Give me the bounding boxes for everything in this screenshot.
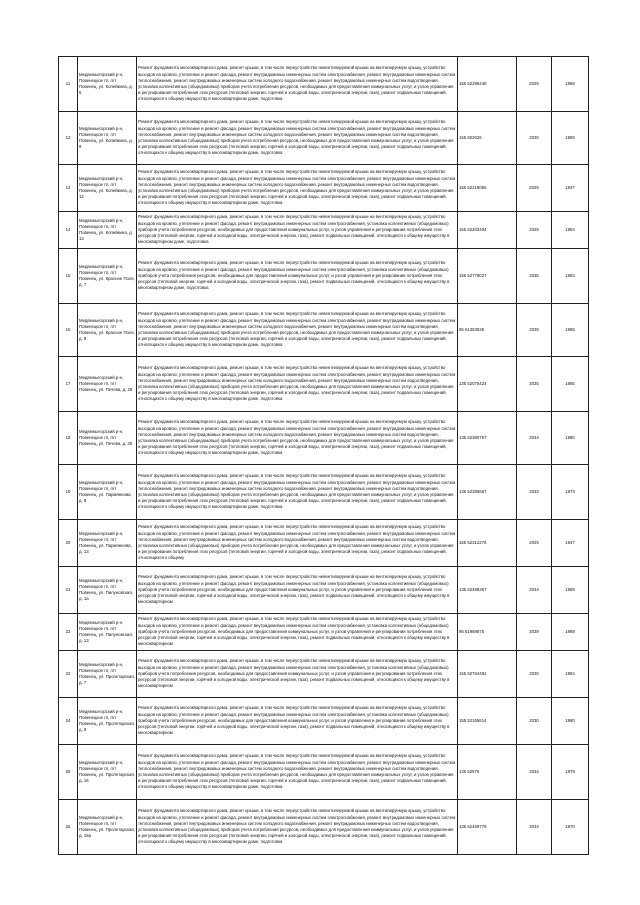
address-cell: Медвежьегорский р-н, Повенецкое гп, пгт Повенец, ул. Пилуновская, д. 1а <box>78 567 137 614</box>
address-cell: Медвежьегорский р-н, Повенецкое гп, пгт Повенец, ул. Пролетарская, д. 9 <box>78 698 137 745</box>
works-description-cell: Ремонт фундамента многоквартирного дома, ремонт крыши, в том числе переустройство невентилируемой крыши на вентилируемую крышу, устройство выходов на кровлю, утепление и ремонт фасада, ремонт внутридомовых инженерных систем электроснабжения, ремонт внутридомовых инженерных систем теплоснабжения, ремонт внутридомовых инженерных систем холодного водоснабжения, ремонт внутридомовых инженерных систем водоотведения, установка коллективных (общедомовых) приборов учета потребления ресурсов, необходимых для предоставления коммунальных услуг, и узлов управления и регулирования потребления этих ресурсов (тепловой энергии, горячей и холодной воды, электрической энергии, газа), ремонт подвальных помещений, относящихся к общему имуществу в многоквартирном доме, подготовка <box>137 165 458 212</box>
build-year-cell: 1984 <box>552 651 589 698</box>
table-row <box>59 614 589 651</box>
row-number: 19 <box>59 465 78 520</box>
works-description-cell: Ремонт фундамента многоквартирного дома, ремонт крыши, в том числе переустройство невентилируемой крыши на вентилируемую крышу, устройство выходов на кровлю, утепление и ремонт фасада, ремонт внутридомовых инженерных систем электроснабжения, ремонт внутридомовых инженерных систем теплоснабжения, ремонт внутридомовых инженерных систем холодного водоснабжения, ремонт внутридомовых инженерных систем водоотведения, установка коллективных (общедомовых) приборов учета потребления ресурсов, необходимых для предоставления коммунальных услуг, и узлов управления и регулирования потребления этих ресурсов (тепловой энергии, горячей и холодной воды, электрической энергии, газа), ремонт подвальных помещений, относящихся к общему имуществу в многоквартирном доме, подготовка <box>137 412 458 465</box>
row-number: 26 <box>59 800 78 855</box>
build-year-cell: 1973 <box>552 465 589 520</box>
address-cell: Медвежьегорский р-н, Повенецкое гп, пгт Повенец, ул. Копейкина, д. 5 <box>78 57 137 112</box>
cost-cell: 135 52380757 <box>458 412 517 465</box>
build-year-cell: 1954 <box>552 212 589 249</box>
planned-year-cell: 2029 <box>517 520 552 567</box>
build-year-cell: 1979 <box>552 745 589 800</box>
build-year-cell: 1958 <box>552 57 589 112</box>
works-description-cell: Ремонт фундамента многоквартирного дома, ремонт крыши, в том числе переустройство невентилируемой крыши на вентилируемую крышу, устройство выходов на кровлю, утепление и ремонт фасада, ремонт внутридомовых инженерных систем электроснабжения, ремонт внутридомовых инженерных систем теплоснабжения, ремонт внутридомовых инженерных систем холодного водоснабжения, ремонт внутридомовых инженерных систем водоотведения, установка коллективных (общедомовых) приборов учета потребления ресурсов, необходимых для предоставления коммунальных услуг, и узлов управления и регулирования потребления этих ресурсов (тепловой энергии, горячей и холодной воды, электрической энергии, газа), ремонт подвальных помещений, относящихся к общему имуществу в многоквартирном доме, подготовка <box>137 465 458 520</box>
planned-year-cell: 2034 <box>517 567 552 614</box>
row-number: 22 <box>59 614 78 651</box>
address-cell: Медвежьегорский р-н, Повенецкое гп, пгт Повенец, ул. Копейкина, д. 12 <box>78 165 137 212</box>
build-year-cell: 1980 <box>552 698 589 745</box>
table-row <box>59 465 589 520</box>
table-row <box>59 651 589 698</box>
build-year-cell: 1947 <box>552 165 589 212</box>
address-cell: Медвежьегорский р-н, Повенецкое гп, пгт Повенец, ул. Печева, д. 28 <box>78 357 137 412</box>
row-number: 13 <box>59 165 78 212</box>
cost-cell: 155 52219065 <box>458 165 517 212</box>
works-description-cell: Ремонт фундамента многоквартирного дома, ремонт крыши, в том числе переустройство невентилируемой крыши на вентилируемую крышу, устройство выходов на кровлю, утепление и ремонт фасада, ремонт внутридомовых инженерных систем электроснабжения, ремонт внутридомовых инженерных систем теплоснабжения, ремонт внутридомовых инженерных систем холодного водоснабжения, ремонт внутридомовых инженерных систем водоотведения, установка коллективных (общедомовых) приборов учета потребления ресурсов, необходимых для предоставления коммунальных услуг, и узлов управления и регулирования потребления этих ресурсов (тепловой энергии, горячей и холодной воды, электрической энергии, газа), ремонт подвальных помещений, относящихся к общему имуществу в многоквартирном доме, подготовка <box>137 57 458 112</box>
row-number: 21 <box>59 567 78 614</box>
cost-cell: 155 52764481 <box>458 651 517 698</box>
row-number: 16 <box>59 304 78 357</box>
document-sheet <box>58 56 575 855</box>
cost-cell: 135 52075424 <box>458 357 517 412</box>
build-year-cell: 1970 <box>552 800 589 855</box>
works-description-cell: Ремонт фундамента многоквартирного дома, ремонт крыши, в том числе переустройство невентилируемой крыши на вентилируемую крышу, устройство выходов на кровлю, утепление и ремонт фасада, ремонт внутридомовых инженерных систем электроснабжения, ремонт внутридомовых инженерных систем теплоснабжения, ремонт внутридомовых инженерных систем холодного водоснабжения, ремонт внутридомовых инженерных систем водоотведения, установка коллективных (общедомовых) приборов учета потребления ресурсов, необходимых для предоставления коммунальных услуг, и узлов управления и регулирования потребления этих ресурсов (тепловой энергии, горячей и холодной воды, электрической энергии, газа), ремонт подвальных помещений, относящихся к общему имуществу в многоквартирном доме, подготовка <box>137 745 458 800</box>
table-row <box>59 357 589 412</box>
table-row <box>59 745 589 800</box>
cost-cell: 155 822026 <box>458 112 517 165</box>
build-year-cell: 1959 <box>552 567 589 614</box>
address-cell: Медвежьегорский р-н, Повенецкое гп, пгт Повенец, ул. Красное Поле, д. 9 <box>78 304 137 357</box>
planned-year-cell: 2039 <box>517 304 552 357</box>
build-year-cell: 1983 <box>552 249 589 304</box>
row-number: 14 <box>59 212 78 249</box>
works-description-cell: Ремонт фундамента многоквартирного дома, ремонт крыши, в том числе переустройство невентилируемой крыши на вентилируемую крышу, устройство выходов на кровлю, утепление и ремонт фасада, ремонт внутридомовых инженерных систем электроснабжения, ремонт внутридомовых инженерных систем теплоснабжения, ремонт внутридомовых инженерных систем холодного водоснабжения, ремонт внутридомовых инженерных систем водоотведения, установка коллективных (общедомовых) приборов учета потребления ресурсов, необходимых для предоставления коммунальных услуг, и узлов управления и регулирования потребления этих ресурсов (тепловой энергии, горячей и холодной воды, электрической энергии, газа), ремонт подвальных помещений, относящихся к общему имуществу в многоквартирном доме, подготовка <box>137 304 458 357</box>
address-cell: Медвежьегорский р-н, Повенецкое гп, пгт Повенец, ул. Красное Поле, д. 7 <box>78 249 137 304</box>
cost-cell: 135 52469779 <box>458 800 517 855</box>
row-number: 11 <box>59 57 78 112</box>
cost-cell: 95 51968875 <box>458 614 517 651</box>
table-row <box>59 249 589 304</box>
planned-year-cell: 2034 <box>517 745 552 800</box>
planned-year-cell: 2035 <box>517 249 552 304</box>
works-description-cell: Ремонт фундамента многоквартирного дома, ремонт крыши, в том числе переустройство невентилируемой крыши на вентилируемую крышу, устройство выходов на кровлю, утепление и ремонт фасада, ремонт внутридомовых инженерных систем электроснабжения, установка коллективных (общедомовых) приборов учета потребления ресурсов, необходимых для предоставления коммунальных услуг, и узлов управления и регулирования потребления этих ресурсов (тепловой энергии, горячей и холодной воды, электрической энергии, газа), ремонт подвальных помещений, относящихся к общему имуществу в многоквартирном <box>137 567 458 614</box>
cost-cell: 95 61363536 <box>458 304 517 357</box>
works-description-cell: Ремонт фундамента многоквартирного дома, ремонт крыши, в том числе переустройство невентилируемой крыши на вентилируемую крышу, устройство выходов на кровлю, утепление и ремонт фасада, ремонт внутридомовых инженерных систем электроснабжения, ремонт внутридомовых инженерных систем теплоснабжения, ремонт внутридомовых инженерных систем холодного водоснабжения, ремонт внутридомовых инженерных систем водоотведения, установка коллективных (общедомовых) приборов учета потребления ресурсов, необходимых для предоставления коммунальных услуг, и узлов управления и регулирования потребления этих ресурсов (тепловой энергии, горячей и холодной воды, электрической энергии, газа), ремонт подвальных помещений, относящихся к общему <box>137 520 458 567</box>
address-cell: Медвежьегорский р-н, Повенецкое гп, пгт Повенец, ул. Пролетарская, д. 7 <box>78 651 137 698</box>
cost-cell: 135 52576 <box>458 745 517 800</box>
planned-year-cell: 2030 <box>517 651 552 698</box>
table-body <box>59 57 589 855</box>
row-number: 17 <box>59 357 78 412</box>
address-cell: Медвежьегорский р-н, Повенецкое гп, пгт Повенец, ул. Пармяннова, д. 13 <box>78 520 137 567</box>
works-description-cell: Ремонт фундамента многоквартирного дома, ремонт крыши, в том числе переустройство невентилируемой крыши на вентилируемую крышу, устройство выходов на кровлю, утепление и ремонт фасада, ремонт внутридомовых инженерных систем электроснабжения, установка коллективных (общедомовых) приборов учета потребления ресурсов, необходимых для предоставления коммунальных услуг, и узлов управления и регулирования потребления этих ресурсов (тепловой энергии, горячей и холодной воды, электрической энергии, газа), ремонт подвальных помещений, относящихся к общему имуществу в многоквартирном доме, подготовка <box>137 249 458 304</box>
planned-year-cell: 2033 <box>517 465 552 520</box>
planned-year-cell: 2034 <box>517 412 552 465</box>
table-row <box>59 567 589 614</box>
works-description-cell: Ремонт фундамента многоквартирного дома, ремонт крыши, в том числе переустройство невентилируемой крыши на вентилируемую крышу, устройство выходов на кровлю, утепление и ремонт фасада, ремонт внутридомовых инженерных систем электроснабжения, установка коллективных (общедомовых) приборов учета потребления ресурсов, необходимых для предоставления коммунальных услуг, и узлов управления и регулирования потребления этих ресурсов (тепловой энергии, горячей и холодной воды, электрической энергии, газа), ремонт подвальных помещений, относящихся к общему имуществу в многоквартирном <box>137 651 458 698</box>
planned-year-cell: 2029 <box>517 165 552 212</box>
row-number: 12 <box>59 112 78 165</box>
row-number: 24 <box>59 698 78 745</box>
cost-cell: 155 52296448 <box>458 57 517 112</box>
table-row <box>59 520 589 567</box>
build-year-cell: 1986 <box>552 304 589 357</box>
planned-year-cell: 2039 <box>517 614 552 651</box>
works-description-cell: Ремонт фундамента многоквартирного дома, ремонт крыши, в том числе переустройство невентилируемой крыши на вентилируемую крышу, устройство выходов на кровлю, утепление и ремонт фасада, ремонт внутридомовых инженерных систем электроснабжения, ремонт внутридомовых инженерных систем теплоснабжения, ремонт внутридомовых инженерных систем холодного водоснабжения, ремонт внутридомовых инженерных систем водоотведения, установка коллективных (общедомовых) приборов учета потребления ресурсов, необходимых для предоставления коммунальных услуг, и узлов управления и регулирования потребления этих ресурсов (тепловой энергии, горячей и холодной воды, электрической энергии, газа), ремонт подвальных помещений, относящихся к общему имуществу в многоквартирном доме, подготовка <box>137 357 458 412</box>
table-row <box>59 412 589 465</box>
works-description-cell: Ремонт фундамента многоквартирного дома, ремонт крыши, в том числе переустройство невентилируемой крыши на вентилируемую крышу, устройство выходов на кровлю, утепление и ремонт фасада, ремонт внутридомовых инженерных систем электроснабжения, установка коллективных (общедомовых) приборов учета потребления ресурсов, необходимых для предоставления коммунальных услуг, и узлов управления и регулирования потребления этих ресурсов (тепловой энергии, горячей и холодной воды, электрической энергии, газа), ремонт подвальных помещений, относящихся к общему имуществу в многоквартирном <box>137 614 458 651</box>
planned-year-cell: 2034 <box>517 800 552 855</box>
planned-year-cell: 2029 <box>517 57 552 112</box>
cost-cell: 156 52778027 <box>458 249 517 304</box>
row-number: 25 <box>59 745 78 800</box>
works-description-cell: Ремонт фундамента многоквартирного дома, ремонт крыши, в том числе переустройство невентилируемой крыши на вентилируемую крышу, устройство выходов на кровлю, утепление и ремонт фасада, ремонт внутридомовых инженерных систем электроснабжения, установка коллективных (общедомовых) приборов учета потребления ресурсов, необходимых для предоставления коммунальных услуг, и узлов управления и регулирования потребления этих ресурсов (тепловой энергии, горячей и холодной воды, электрической энергии, газа), ремонт подвальных помещений, относящихся к общему имуществу в многоквартирном <box>137 698 458 745</box>
table-row <box>59 698 589 745</box>
repair-schedule-table <box>58 56 589 855</box>
works-description-cell: Ремонт фундамента многоквартирного дома, ремонт крыши, в том числе переустройство невентилируемой крыши на вентилируемую крышу, устройство выходов на кровлю, утепление и ремонт фасада, ремонт внутридомовых инженерных систем электроснабжения, ремонт внутридомовых инженерных систем теплоснабжения, ремонт внутридомовых инженерных систем холодного водоснабжения, ремонт внутридомовых инженерных систем водоотведения, установка коллективных (общедомовых) приборов учета потребления ресурсов, необходимых для предоставления коммунальных услуг, и узлов управления и регулирования потребления этих ресурсов (тепловой энергии, горячей и холодной воды, электрической энергии, газа), ремонт подвальных помещений, относящихся к общему имуществу в многоквартирном доме, подготовка <box>137 112 458 165</box>
build-year-cell: 1985 <box>552 357 589 412</box>
address-cell: Медвежьегорский р-н, Повенецкое гп, пгт Повенец, ул. Печева, д. 30 <box>78 412 137 465</box>
row-number: 23 <box>59 651 78 698</box>
cost-cell: 155 52312276 <box>458 520 517 567</box>
table-row <box>59 212 589 249</box>
build-year-cell: 1989 <box>552 614 589 651</box>
build-year-cell: 1947 <box>552 520 589 567</box>
works-description-cell: Ремонт фундамента многоквартирного дома, ремонт крыши, в том числе переустройство невентилируемой крыши на вентилируемую крышу, устройство выходов на кровлю, утепление и ремонт фасада, ремонт внутридомовых инженерных систем электроснабжения, ремонт внутридомовых инженерных систем теплоснабжения, ремонт внутридомовых инженерных систем холодного водоснабжения, ремонт внутридомовых инженерных систем водоотведения, установка коллективных (общедомовых) приборов учета потребления ресурсов, необходимых для предоставления коммунальных услуг, и узлов управления и регулирования потребления этих ресурсов (тепловой энергии, горячей и холодной воды, электрической энергии, газа), ремонт подвальных помещений, относящихся к общему имуществу в многоквартирном доме, подготовка <box>137 800 458 855</box>
table-row <box>59 304 589 357</box>
row-number: 20 <box>59 520 78 567</box>
row-number: 18 <box>59 412 78 465</box>
address-cell: Медвежьегорский р-н, Повенецкое гп, пгт Повенец, ул. Копейкина, д. 8 <box>78 112 137 165</box>
table-row <box>59 57 589 112</box>
address-cell: Медвежьегорский р-н, Повенецкое гп, пгт Повенец, ул. Копейкина, д. 13 <box>78 212 137 249</box>
works-description-cell: Ремонт фундамента многоквартирного дома, ремонт крыши, в том числе переустройство невентилируемой крыши на вентилируемую крышу, устройство выходов на кровлю, утепление и ремонт фасада, ремонт внутридомовых инженерных систем электроснабжения, установка коллективных (общедомовых) приборов учета потребления ресурсов, необходимых для предоставления коммунальных услуг, и узлов управления и регулирования потребления этих ресурсов (тепловой энергии, горячей и холодной воды, электрической энергии, газа), ремонт подвальных помещений, относящихся к общему имуществу в многоквартирном доме, подготовка <box>137 212 458 249</box>
cost-cell: 155 52203404 <box>458 212 517 249</box>
address-cell: Медвежьегорский р-н, Повенецкое гп, пгт Повенец, ул. Пилуновская, д. 13 <box>78 614 137 651</box>
table-row <box>59 112 589 165</box>
planned-year-cell: 2035 <box>517 357 552 412</box>
cost-cell: 136 52385667 <box>458 465 517 520</box>
row-number: 15 <box>59 249 78 304</box>
address-cell: Медвежьегорский р-н, Повенецкое гп, пгт Повенец, ул. Пармяннова, д. 8 <box>78 465 137 520</box>
table-row <box>59 165 589 212</box>
table-row <box>59 800 589 855</box>
planned-year-cell: 2030 <box>517 698 552 745</box>
cost-cell: 135 52488367 <box>458 567 517 614</box>
address-cell: Медвежьегорский р-н, Повенецкое гп, пгт Повенец, ул. Пролетарская, д. 15а <box>78 800 137 855</box>
planned-year-cell: 2030 <box>517 112 552 165</box>
cost-cell: 155 52165614 <box>458 698 517 745</box>
build-year-cell: 1959 <box>552 112 589 165</box>
build-year-cell: 1980 <box>552 412 589 465</box>
address-cell: Медвежьегорский р-н, Повенецкое гп, пгт Повенец, ул. Пролетарская, д. 16 <box>78 745 137 800</box>
planned-year-cell: 2029 <box>517 212 552 249</box>
